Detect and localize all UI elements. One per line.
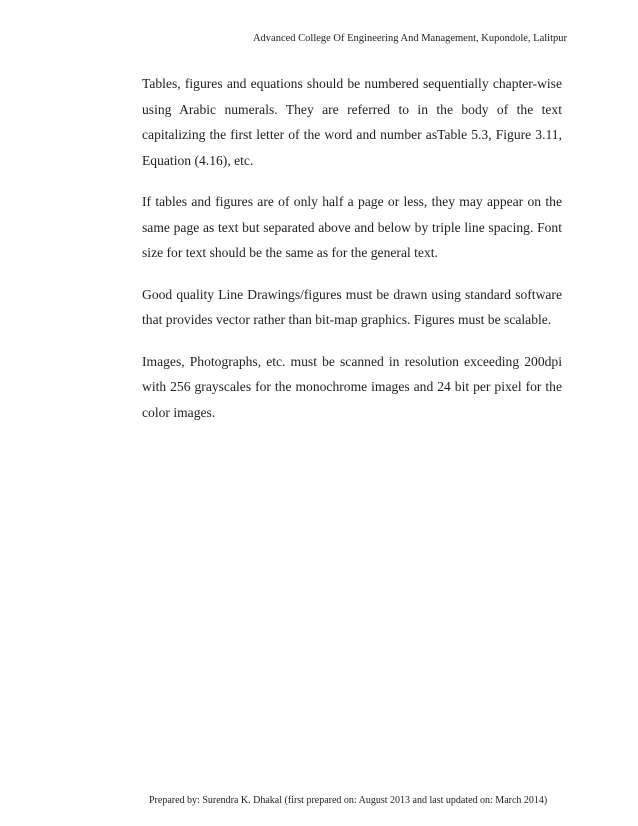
paragraph-numbering: Tables, figures and equations should be numbered sequentially chapter-wise using Arabic numerals. They are referred to in the body of the text capitalizing the first letter of the word and number asTable 5.3, Figure 3.11, Equation (4.16), etc.	[142, 76, 562, 168]
paragraph-line-drawings: Good quality Line Drawings/figures must be drawn using standard software that provides vector rather than bit-map graphics. Figures must be scalable.	[142, 286, 562, 327]
body-text	[142, 71, 562, 441]
page-header: Advanced College Of Engineering And Management, Kupondole, Lalitpur	[252, 33, 567, 44]
paragraph-images: Images, Photographs, etc. must be scanned in resolution exceeding 200dpi with 256 grayscales for the monochrome images and 24 bit per pixel for the color images.	[142, 353, 562, 420]
paragraph-table-placement: If tables and figures are of only half a page or less, they may appear on the same page as text but separated above and below by triple line spacing. Font size for text should be the same as for the general text.	[142, 194, 562, 260]
page-footer: Prepared by: Surendra K. Dhakal (first prepared on: August 2013 and last updated on: March 2014)	[149, 795, 548, 806]
